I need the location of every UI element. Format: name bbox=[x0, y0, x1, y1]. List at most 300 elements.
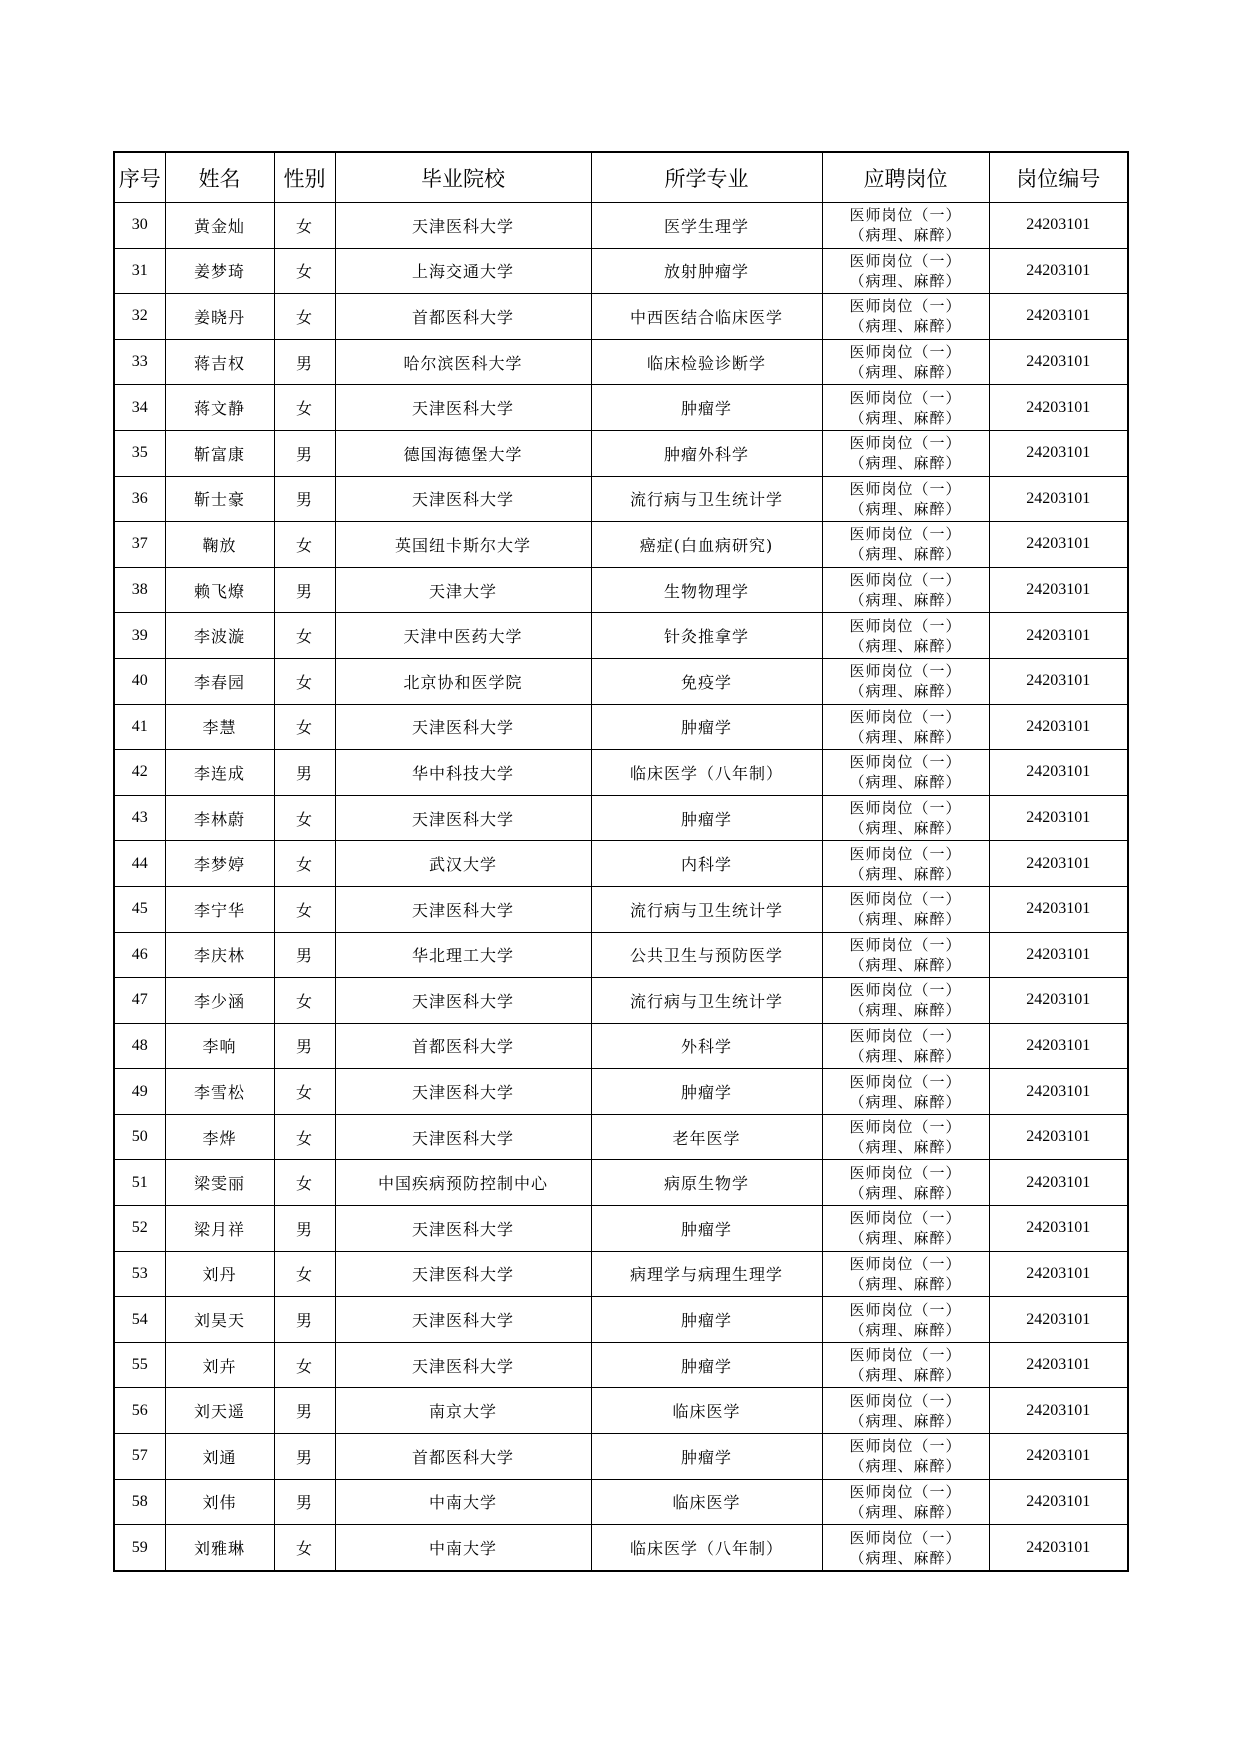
cell-gender: 女 bbox=[274, 1160, 335, 1206]
cell-gender: 女 bbox=[274, 1342, 335, 1388]
header-major: 所学专业 bbox=[591, 152, 822, 203]
cell-gender: 男 bbox=[274, 1297, 335, 1343]
cell-name: 李春园 bbox=[165, 658, 274, 704]
table-row bbox=[114, 339, 1128, 385]
cell-name: 李连成 bbox=[165, 750, 274, 796]
cell-gender: 女 bbox=[274, 613, 335, 659]
cell-school: 天津医科大学 bbox=[335, 978, 591, 1024]
cell-school: 北京协和医学院 bbox=[335, 658, 591, 704]
cell-position-code: 24203101 bbox=[989, 1251, 1128, 1297]
cell-major: 流行病与卫生统计学 bbox=[591, 886, 822, 932]
cell-major: 老年医学 bbox=[591, 1114, 822, 1160]
cell-major: 病原生物学 bbox=[591, 1160, 822, 1206]
cell-school: 天津医科大学 bbox=[335, 203, 591, 249]
cell-position-code: 24203101 bbox=[989, 1525, 1128, 1571]
cell-major: 流行病与卫生统计学 bbox=[591, 978, 822, 1024]
cell-name: 刘昊天 bbox=[165, 1297, 274, 1343]
cell-position-code: 24203101 bbox=[989, 294, 1128, 340]
position-line-2: （病理、麻醉） bbox=[849, 1138, 962, 1157]
cell-school: 天津医科大学 bbox=[335, 795, 591, 841]
position-line-2: （病理、麻醉） bbox=[849, 727, 962, 746]
cell-index: 37 bbox=[114, 522, 165, 568]
table-row bbox=[114, 1251, 1128, 1297]
cell-index: 33 bbox=[114, 339, 165, 385]
cell-position bbox=[822, 613, 989, 659]
cell-gender: 女 bbox=[274, 1114, 335, 1160]
cell-major: 病理学与病理生理学 bbox=[591, 1251, 822, 1297]
cell-school: 天津大学 bbox=[335, 567, 591, 613]
position-line-2: （病理、麻醉） bbox=[849, 773, 962, 792]
cell-gender: 男 bbox=[274, 476, 335, 522]
cell-school: 上海交通大学 bbox=[335, 248, 591, 294]
header-index: 序号 bbox=[114, 152, 165, 203]
cell-gender: 女 bbox=[274, 248, 335, 294]
cell-index: 55 bbox=[114, 1342, 165, 1388]
cell-position-code: 24203101 bbox=[989, 750, 1128, 796]
position-line-2: （病理、麻醉） bbox=[849, 591, 962, 610]
position-line-1: 医师岗位（一） bbox=[849, 799, 962, 818]
position-line-1: 医师岗位（一） bbox=[849, 571, 962, 590]
cell-school: 哈尔滨医科大学 bbox=[335, 339, 591, 385]
cell-position-code: 24203101 bbox=[989, 385, 1128, 431]
cell-name: 刘雅琳 bbox=[165, 1525, 274, 1571]
cell-gender: 女 bbox=[274, 841, 335, 887]
position-line-2: （病理、麻醉） bbox=[849, 1229, 962, 1248]
table-row bbox=[114, 1297, 1128, 1343]
cell-index: 51 bbox=[114, 1160, 165, 1206]
position-line-1: 医师岗位（一） bbox=[849, 525, 962, 544]
cell-position bbox=[822, 339, 989, 385]
table-row bbox=[114, 795, 1128, 841]
position-line-2: （病理、麻醉） bbox=[849, 1001, 962, 1020]
cell-index: 47 bbox=[114, 978, 165, 1024]
cell-school: 天津医科大学 bbox=[335, 1206, 591, 1252]
position-line-1: 医师岗位（一） bbox=[849, 434, 962, 453]
cell-gender: 男 bbox=[274, 750, 335, 796]
cell-major: 临床医学（八年制） bbox=[591, 750, 822, 796]
cell-position-code: 24203101 bbox=[989, 1479, 1128, 1525]
cell-name: 李梦婷 bbox=[165, 841, 274, 887]
position-line-2: （病理、麻醉） bbox=[849, 1366, 962, 1385]
cell-position bbox=[822, 1023, 989, 1069]
cell-position bbox=[822, 567, 989, 613]
cell-position-code: 24203101 bbox=[989, 476, 1128, 522]
cell-school: 天津医科大学 bbox=[335, 1297, 591, 1343]
cell-school: 华中科技大学 bbox=[335, 750, 591, 796]
cell-position bbox=[822, 294, 989, 340]
cell-position-code: 24203101 bbox=[989, 613, 1128, 659]
table-row bbox=[114, 841, 1128, 887]
table-row bbox=[114, 430, 1128, 476]
position-line-2: （病理、麻醉） bbox=[849, 545, 962, 564]
cell-name: 梁月祥 bbox=[165, 1206, 274, 1252]
position-line-2: （病理、麻醉） bbox=[849, 955, 962, 974]
cell-school: 中南大学 bbox=[335, 1525, 591, 1571]
cell-position bbox=[822, 932, 989, 978]
cell-gender: 女 bbox=[274, 795, 335, 841]
cell-gender: 女 bbox=[274, 886, 335, 932]
cell-index: 57 bbox=[114, 1434, 165, 1480]
cell-school: 英国纽卡斯尔大学 bbox=[335, 522, 591, 568]
cell-position bbox=[822, 476, 989, 522]
cell-position bbox=[822, 658, 989, 704]
cell-gender: 女 bbox=[274, 385, 335, 431]
cell-position bbox=[822, 1160, 989, 1206]
cell-index: 36 bbox=[114, 476, 165, 522]
cell-position bbox=[822, 1479, 989, 1525]
cell-index: 45 bbox=[114, 886, 165, 932]
cell-name: 李庆林 bbox=[165, 932, 274, 978]
cell-major: 肿瘤学 bbox=[591, 1434, 822, 1480]
table-row bbox=[114, 978, 1128, 1024]
cell-index: 35 bbox=[114, 430, 165, 476]
position-line-1: 医师岗位（一） bbox=[849, 1300, 962, 1319]
cell-name: 李响 bbox=[165, 1023, 274, 1069]
position-line-1: 医师岗位（一） bbox=[849, 1163, 962, 1182]
cell-gender: 男 bbox=[274, 1023, 335, 1069]
cell-school: 天津中医药大学 bbox=[335, 613, 591, 659]
cell-index: 44 bbox=[114, 841, 165, 887]
cell-position-code: 24203101 bbox=[989, 841, 1128, 887]
position-line-1: 医师岗位（一） bbox=[849, 1346, 962, 1365]
cell-index: 50 bbox=[114, 1114, 165, 1160]
position-line-2: （病理、麻醉） bbox=[849, 910, 962, 929]
position-line-2: （病理、麻醉） bbox=[849, 408, 962, 427]
cell-position bbox=[822, 1434, 989, 1480]
cell-name: 刘伟 bbox=[165, 1479, 274, 1525]
position-line-2: （病理、麻醉） bbox=[849, 226, 962, 245]
cell-major: 肿瘤学 bbox=[591, 704, 822, 750]
cell-index: 58 bbox=[114, 1479, 165, 1525]
cell-major: 肿瘤学 bbox=[591, 795, 822, 841]
position-line-2: （病理、麻醉） bbox=[849, 1411, 962, 1430]
cell-major: 生物物理学 bbox=[591, 567, 822, 613]
position-line-2: （病理、麻醉） bbox=[849, 1092, 962, 1111]
table-row bbox=[114, 294, 1128, 340]
table-row bbox=[114, 203, 1128, 249]
cell-index: 42 bbox=[114, 750, 165, 796]
position-line-1: 医师岗位（一） bbox=[849, 251, 962, 270]
position-line-1: 医师岗位（一） bbox=[849, 297, 962, 316]
cell-position bbox=[822, 248, 989, 294]
table-row bbox=[114, 1069, 1128, 1115]
header-name: 姓名 bbox=[165, 152, 274, 203]
cell-school: 天津医科大学 bbox=[335, 1251, 591, 1297]
cell-school: 华北理工大学 bbox=[335, 932, 591, 978]
cell-gender: 女 bbox=[274, 1251, 335, 1297]
table-row bbox=[114, 1525, 1128, 1571]
candidate-table bbox=[113, 151, 1129, 1572]
position-line-1: 医师岗位（一） bbox=[849, 935, 962, 954]
cell-major: 肿瘤学 bbox=[591, 385, 822, 431]
position-line-1: 医师岗位（一） bbox=[849, 206, 962, 225]
cell-name: 姜晓丹 bbox=[165, 294, 274, 340]
cell-position-code: 24203101 bbox=[989, 1297, 1128, 1343]
cell-index: 39 bbox=[114, 613, 165, 659]
cell-index: 46 bbox=[114, 932, 165, 978]
position-line-1: 医师岗位（一） bbox=[849, 707, 962, 726]
cell-position bbox=[822, 750, 989, 796]
cell-name: 李慧 bbox=[165, 704, 274, 750]
cell-position-code: 24203101 bbox=[989, 522, 1128, 568]
position-line-2: （病理、麻醉） bbox=[849, 1183, 962, 1202]
cell-position bbox=[822, 1114, 989, 1160]
cell-position bbox=[822, 1525, 989, 1571]
position-line-2: （病理、麻醉） bbox=[849, 819, 962, 838]
cell-gender: 男 bbox=[274, 932, 335, 978]
cell-major: 内科学 bbox=[591, 841, 822, 887]
cell-school: 中国疾病预防控制中心 bbox=[335, 1160, 591, 1206]
table-row bbox=[114, 1434, 1128, 1480]
cell-position-code: 24203101 bbox=[989, 932, 1128, 978]
cell-name: 李林蔚 bbox=[165, 795, 274, 841]
position-line-1: 医师岗位（一） bbox=[849, 616, 962, 635]
cell-position bbox=[822, 978, 989, 1024]
position-line-1: 医师岗位（一） bbox=[849, 1072, 962, 1091]
cell-school: 天津医科大学 bbox=[335, 1114, 591, 1160]
cell-name: 李雪松 bbox=[165, 1069, 274, 1115]
cell-major: 癌症(白血病研究) bbox=[591, 522, 822, 568]
cell-school: 天津医科大学 bbox=[335, 385, 591, 431]
cell-position bbox=[822, 1251, 989, 1297]
cell-index: 56 bbox=[114, 1388, 165, 1434]
cell-name: 靳士豪 bbox=[165, 476, 274, 522]
cell-index: 49 bbox=[114, 1069, 165, 1115]
position-line-1: 医师岗位（一） bbox=[849, 981, 962, 1000]
cell-position-code: 24203101 bbox=[989, 203, 1128, 249]
position-line-1: 医师岗位（一） bbox=[849, 1118, 962, 1137]
cell-school: 首都医科大学 bbox=[335, 1023, 591, 1069]
cell-position-code: 24203101 bbox=[989, 1160, 1128, 1206]
position-line-1: 医师岗位（一） bbox=[849, 1026, 962, 1045]
table-row bbox=[114, 567, 1128, 613]
cell-position-code: 24203101 bbox=[989, 567, 1128, 613]
cell-name: 蒋文静 bbox=[165, 385, 274, 431]
position-line-2: （病理、麻醉） bbox=[849, 1548, 962, 1567]
cell-school: 武汉大学 bbox=[335, 841, 591, 887]
table-row bbox=[114, 1206, 1128, 1252]
cell-gender: 男 bbox=[274, 339, 335, 385]
cell-position bbox=[822, 1388, 989, 1434]
cell-gender: 男 bbox=[274, 567, 335, 613]
header-school: 毕业院校 bbox=[335, 152, 591, 203]
cell-position-code: 24203101 bbox=[989, 1023, 1128, 1069]
table-row bbox=[114, 704, 1128, 750]
cell-position bbox=[822, 841, 989, 887]
cell-school: 天津医科大学 bbox=[335, 1069, 591, 1115]
cell-position bbox=[822, 522, 989, 568]
cell-name: 赖飞燎 bbox=[165, 567, 274, 613]
cell-major: 外科学 bbox=[591, 1023, 822, 1069]
cell-major: 流行病与卫生统计学 bbox=[591, 476, 822, 522]
cell-major: 公共卫生与预防医学 bbox=[591, 932, 822, 978]
cell-name: 鞠放 bbox=[165, 522, 274, 568]
cell-name: 李宁华 bbox=[165, 886, 274, 932]
cell-major: 肿瘤外科学 bbox=[591, 430, 822, 476]
cell-major: 临床检验诊断学 bbox=[591, 339, 822, 385]
table-row bbox=[114, 385, 1128, 431]
cell-index: 34 bbox=[114, 385, 165, 431]
position-line-1: 医师岗位（一） bbox=[849, 662, 962, 681]
header-position: 应聘岗位 bbox=[822, 152, 989, 203]
cell-position bbox=[822, 886, 989, 932]
position-line-1: 医师岗位（一） bbox=[849, 343, 962, 362]
cell-position bbox=[822, 203, 989, 249]
table-row bbox=[114, 248, 1128, 294]
cell-position-code: 24203101 bbox=[989, 1069, 1128, 1115]
position-line-1: 医师岗位（一） bbox=[849, 1209, 962, 1228]
cell-gender: 女 bbox=[274, 203, 335, 249]
position-line-2: （病理、麻醉） bbox=[849, 1457, 962, 1476]
cell-school: 天津医科大学 bbox=[335, 476, 591, 522]
cell-gender: 男 bbox=[274, 1388, 335, 1434]
cell-major: 放射肿瘤学 bbox=[591, 248, 822, 294]
cell-index: 30 bbox=[114, 203, 165, 249]
cell-position bbox=[822, 795, 989, 841]
cell-major: 肿瘤学 bbox=[591, 1297, 822, 1343]
cell-index: 32 bbox=[114, 294, 165, 340]
cell-position-code: 24203101 bbox=[989, 1434, 1128, 1480]
cell-major: 免疫学 bbox=[591, 658, 822, 704]
cell-position-code: 24203101 bbox=[989, 1388, 1128, 1434]
cell-position bbox=[822, 1342, 989, 1388]
cell-position-code: 24203101 bbox=[989, 339, 1128, 385]
position-line-1: 医师岗位（一） bbox=[849, 1437, 962, 1456]
cell-position-code: 24203101 bbox=[989, 1114, 1128, 1160]
cell-name: 黄金灿 bbox=[165, 203, 274, 249]
position-line-1: 医师岗位（一） bbox=[849, 844, 962, 863]
cell-position-code: 24203101 bbox=[989, 1342, 1128, 1388]
cell-school: 南京大学 bbox=[335, 1388, 591, 1434]
cell-position-code: 24203101 bbox=[989, 795, 1128, 841]
position-line-2: （病理、麻醉） bbox=[849, 1274, 962, 1293]
cell-school: 天津医科大学 bbox=[335, 886, 591, 932]
table-header-row bbox=[114, 152, 1128, 203]
cell-name: 李波漩 bbox=[165, 613, 274, 659]
table-row bbox=[114, 476, 1128, 522]
cell-gender: 男 bbox=[274, 1479, 335, 1525]
cell-gender: 男 bbox=[274, 1434, 335, 1480]
position-line-2: （病理、麻醉） bbox=[849, 636, 962, 655]
table-row bbox=[114, 1160, 1128, 1206]
cell-gender: 女 bbox=[274, 294, 335, 340]
table-row bbox=[114, 613, 1128, 659]
cell-gender: 女 bbox=[274, 1069, 335, 1115]
cell-position bbox=[822, 1206, 989, 1252]
cell-name: 刘通 bbox=[165, 1434, 274, 1480]
position-line-2: （病理、麻醉） bbox=[849, 864, 962, 883]
position-line-2: （病理、麻醉） bbox=[849, 271, 962, 290]
cell-gender: 男 bbox=[274, 430, 335, 476]
cell-major: 临床医学（八年制） bbox=[591, 1525, 822, 1571]
cell-position-code: 24203101 bbox=[989, 658, 1128, 704]
cell-position-code: 24203101 bbox=[989, 430, 1128, 476]
cell-position bbox=[822, 704, 989, 750]
cell-school: 中南大学 bbox=[335, 1479, 591, 1525]
header-gender: 性别 bbox=[274, 152, 335, 203]
cell-position-code: 24203101 bbox=[989, 704, 1128, 750]
cell-position bbox=[822, 1297, 989, 1343]
cell-index: 31 bbox=[114, 248, 165, 294]
cell-position bbox=[822, 1069, 989, 1115]
cell-index: 52 bbox=[114, 1206, 165, 1252]
position-line-1: 医师岗位（一） bbox=[849, 1482, 962, 1501]
cell-school: 天津医科大学 bbox=[335, 1342, 591, 1388]
cell-position-code: 24203101 bbox=[989, 978, 1128, 1024]
position-line-2: （病理、麻醉） bbox=[849, 1320, 962, 1339]
cell-name: 蒋吉权 bbox=[165, 339, 274, 385]
cell-index: 43 bbox=[114, 795, 165, 841]
cell-name: 刘天遥 bbox=[165, 1388, 274, 1434]
cell-index: 40 bbox=[114, 658, 165, 704]
cell-gender: 女 bbox=[274, 978, 335, 1024]
cell-name: 姜梦琦 bbox=[165, 248, 274, 294]
table-row bbox=[114, 886, 1128, 932]
position-line-1: 医师岗位（一） bbox=[849, 479, 962, 498]
position-line-1: 医师岗位（一） bbox=[849, 1528, 962, 1547]
position-line-1: 医师岗位（一） bbox=[849, 1391, 962, 1410]
position-line-2: （病理、麻醉） bbox=[849, 1046, 962, 1065]
cell-major: 临床医学 bbox=[591, 1479, 822, 1525]
table-row bbox=[114, 932, 1128, 978]
cell-name: 梁雯丽 bbox=[165, 1160, 274, 1206]
table-row bbox=[114, 750, 1128, 796]
cell-index: 38 bbox=[114, 567, 165, 613]
cell-index: 54 bbox=[114, 1297, 165, 1343]
position-line-2: （病理、麻醉） bbox=[849, 499, 962, 518]
cell-index: 53 bbox=[114, 1251, 165, 1297]
cell-position-code: 24203101 bbox=[989, 1206, 1128, 1252]
cell-name: 刘卉 bbox=[165, 1342, 274, 1388]
position-line-1: 医师岗位（一） bbox=[849, 388, 962, 407]
cell-school: 德国海德堡大学 bbox=[335, 430, 591, 476]
position-line-2: （病理、麻醉） bbox=[849, 454, 962, 473]
cell-name: 靳富康 bbox=[165, 430, 274, 476]
cell-major: 肿瘤学 bbox=[591, 1206, 822, 1252]
position-line-1: 医师岗位（一） bbox=[849, 1254, 962, 1273]
cell-gender: 女 bbox=[274, 1525, 335, 1571]
cell-major: 中西医结合临床医学 bbox=[591, 294, 822, 340]
cell-major: 肿瘤学 bbox=[591, 1069, 822, 1115]
cell-gender: 女 bbox=[274, 658, 335, 704]
cell-major: 针灸推拿学 bbox=[591, 613, 822, 659]
cell-major: 医学生理学 bbox=[591, 203, 822, 249]
cell-name: 李少涵 bbox=[165, 978, 274, 1024]
table-row bbox=[114, 658, 1128, 704]
cell-school: 天津医科大学 bbox=[335, 704, 591, 750]
table-row bbox=[114, 1114, 1128, 1160]
position-line-1: 医师岗位（一） bbox=[849, 890, 962, 909]
position-line-1: 医师岗位（一） bbox=[849, 753, 962, 772]
cell-name: 刘丹 bbox=[165, 1251, 274, 1297]
cell-gender: 男 bbox=[274, 1206, 335, 1252]
table-row bbox=[114, 1342, 1128, 1388]
cell-position bbox=[822, 430, 989, 476]
cell-gender: 女 bbox=[274, 704, 335, 750]
cell-position-code: 24203101 bbox=[989, 886, 1128, 932]
cell-major: 临床医学 bbox=[591, 1388, 822, 1434]
cell-school: 首都医科大学 bbox=[335, 1434, 591, 1480]
cell-school: 首都医科大学 bbox=[335, 294, 591, 340]
position-line-2: （病理、麻醉） bbox=[849, 363, 962, 382]
cell-index: 41 bbox=[114, 704, 165, 750]
table-row bbox=[114, 1023, 1128, 1069]
position-line-2: （病理、麻醉） bbox=[849, 682, 962, 701]
cell-index: 59 bbox=[114, 1525, 165, 1571]
cell-gender: 女 bbox=[274, 522, 335, 568]
cell-major: 肿瘤学 bbox=[591, 1342, 822, 1388]
table-row bbox=[114, 522, 1128, 568]
